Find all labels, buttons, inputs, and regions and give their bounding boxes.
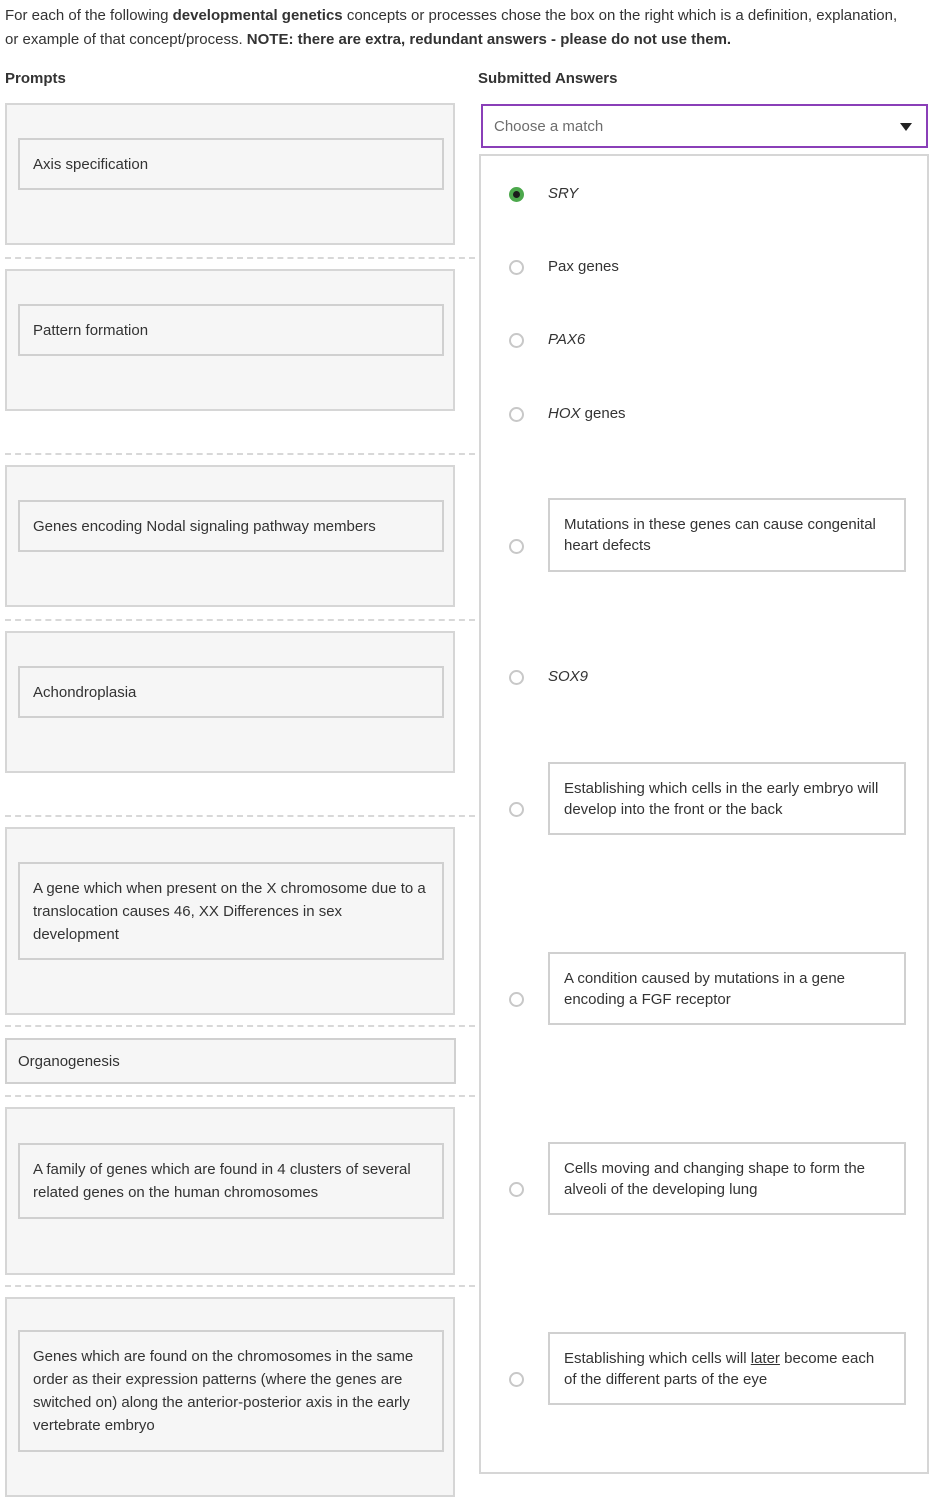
prompt-card [5,1107,455,1275]
option-label-italic: HOX [548,405,581,422]
option-label: Mutations in these genes can cause congenital heart defects [548,498,906,572]
prompt-card [5,103,455,245]
instructions-text-2: concepts or processes chose the box on the right which is a definition, explanation, or example of that concept/process. [5,7,898,48]
match-select[interactable] [481,104,928,148]
option-label-underlined: later [750,1349,780,1367]
prompt-item: Organogenesis [5,1038,456,1084]
radio-icon[interactable] [509,407,524,422]
radio-selected-icon[interactable] [509,187,524,202]
prompt-item: Achondroplasia [18,666,444,718]
prompt-item: A gene which when present on the X chromosome due to a translocation causes 46, XX Differences in sex development [18,862,444,960]
chevron-down-icon [900,123,912,131]
radio-icon[interactable] [509,333,524,348]
prompt-item: Genes which are found on the chromosomes in the same order as their expression patterns (where the genes are switched on) along the anterior-posterior axis in the early vertebrate embryo [18,1330,444,1452]
option-label: Cells moving and changing shape to form the alveoli of the developing lung [548,1142,906,1215]
radio-icon[interactable] [509,1182,524,1197]
prompt-item: Genes encoding Nodal signaling pathway members [18,500,444,552]
instructions-text-1: For each of the following [5,7,173,24]
prompt-card [5,827,455,1015]
option-label [548,1332,906,1405]
prompt-card [5,631,455,773]
prompt-item: Pattern formation [18,304,444,356]
divider [5,1285,475,1287]
option-label: genes [580,405,626,422]
divider [5,815,475,817]
instructions-note: NOTE: there are extra, redundant answers - please do not use them. [246,31,732,48]
option-label: Establishing which cells in the early embryo will develop into the front or the back [548,762,906,835]
match-select-placeholder: Choose a match [494,117,604,135]
radio-icon[interactable] [509,539,524,554]
prompt-card [5,465,455,607]
prompt-card [5,269,455,411]
radio-icon[interactable] [509,802,524,817]
instructions [5,4,905,52]
instructions-bold-1: developmental genetics [172,7,343,24]
divider [5,619,475,621]
option-label: PAX6 [548,331,586,348]
divider [5,1025,475,1027]
divider [5,453,475,455]
prompt-item: Axis specification [18,138,444,190]
option-label: SRY [548,185,579,202]
prompt-card [5,1297,455,1497]
radio-icon[interactable] [509,1372,524,1387]
option-label-pre: Establishing which cells will [564,1349,751,1367]
prompt-item: A family of genes which are found in 4 clusters of several related genes on the human chromosomes [18,1143,444,1219]
radio-icon[interactable] [509,260,524,275]
option-label: A condition caused by mutations in a gene encoding a FGF receptor [548,952,906,1025]
radio-icon[interactable] [509,670,524,685]
option-label: Pax genes [548,258,619,275]
option-label: SOX9 [548,668,589,685]
divider [5,257,475,259]
answers-heading: Submitted Answers [478,70,618,87]
dropdown-menu [479,154,929,1474]
radio-icon[interactable] [509,992,524,1007]
divider [5,1095,475,1097]
prompts-heading: Prompts [5,70,66,87]
option-label-post: become each of the different parts of the eye [564,1349,875,1388]
